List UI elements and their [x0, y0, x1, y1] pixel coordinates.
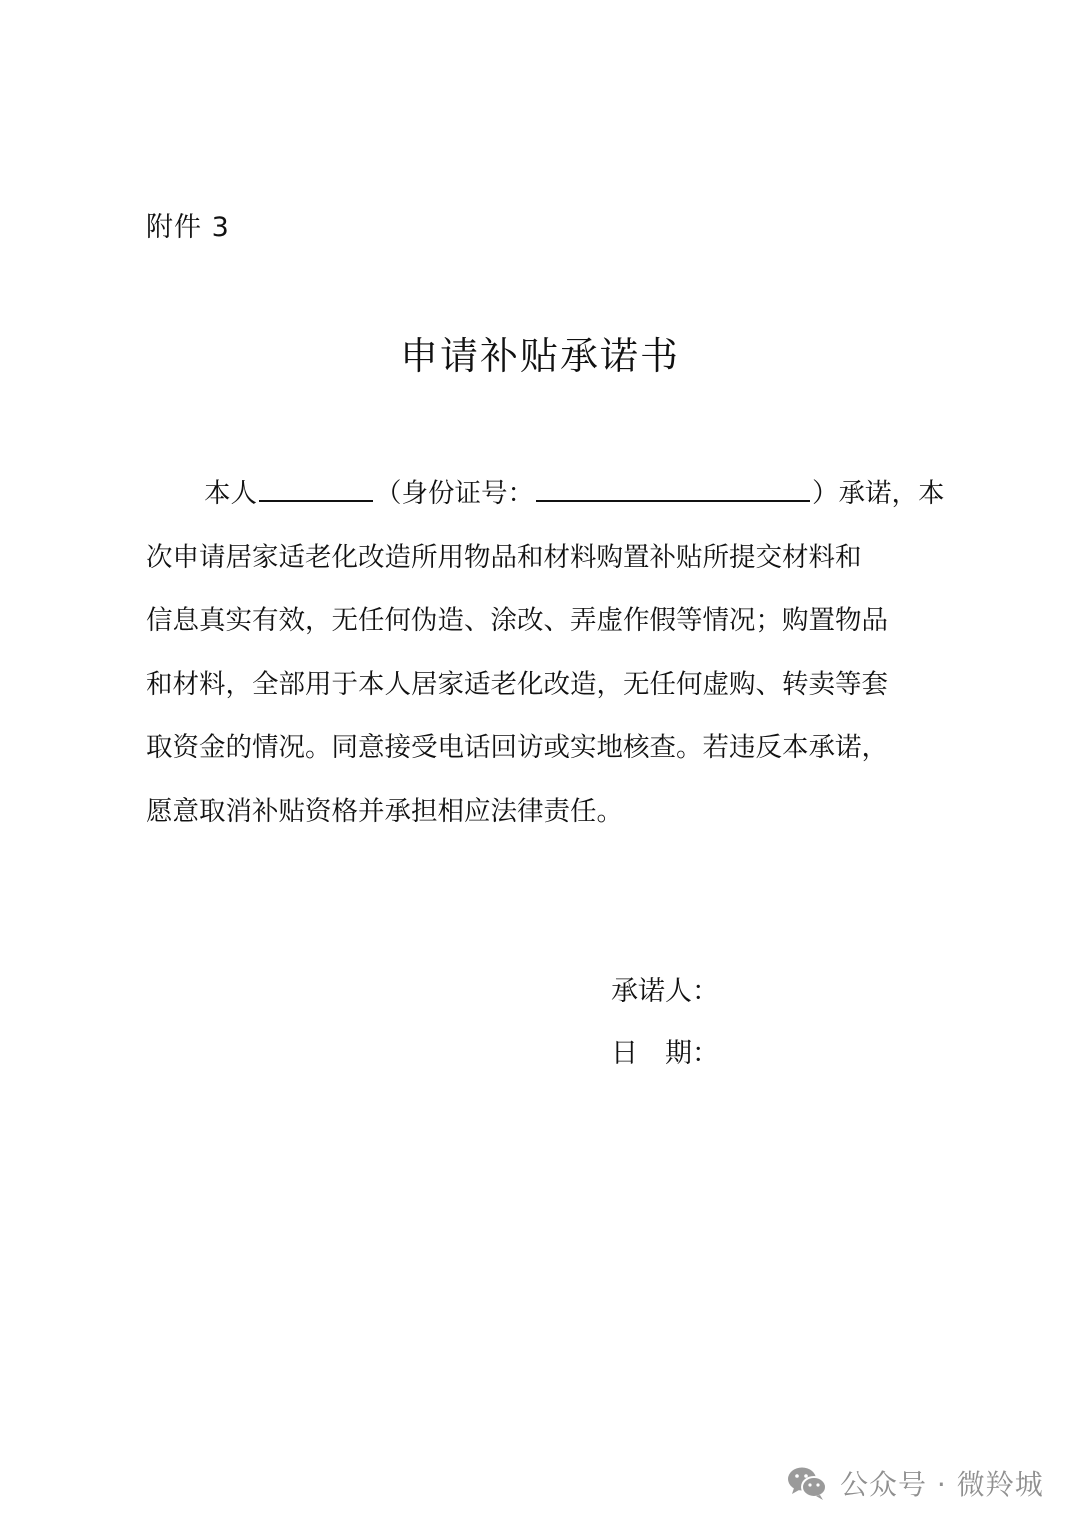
watermark-text: 公众号 · 微羚城 [840, 1468, 1044, 1501]
watermark [786, 1458, 1044, 1508]
paragraph-line-4: 和材料，全部用于本人居家适老化改造，无任何虚购、转卖等套 [146, 668, 888, 700]
name-blank-field[interactable] [259, 470, 373, 502]
paragraph-line-2: 次申请居家适老化改造所用物品和材料购置补贴所提交材料和 [146, 541, 862, 573]
paragraph-line-1 [146, 462, 948, 526]
document-title: 申请补贴承诺书 [399, 334, 680, 378]
paragraph-line-5: 取资金的情况。同意接受电话回访或实地核查。若违反本承诺， [146, 732, 888, 763]
text-self: 本人 [204, 478, 257, 509]
text-promise: ）承诺，本 [812, 478, 945, 509]
attachment-label: 附件 3 [146, 212, 230, 243]
wechat-icon [786, 1465, 828, 1501]
paragraph-line-3: 信息真实有效，无任何伪造、涂改、弄虚作假等情况；购置物品 [146, 605, 888, 636]
paragraph-line-6: 愿意取消补贴资格并承担相应法律责任。 [146, 795, 623, 827]
promisor-label: 承诺人： [611, 976, 719, 1007]
text-id-prefix: （身份证号： [375, 478, 534, 509]
commitment-paragraph [146, 462, 948, 843]
date-label: 日 期： [611, 1038, 719, 1069]
id-number-blank-field[interactable] [536, 470, 810, 502]
